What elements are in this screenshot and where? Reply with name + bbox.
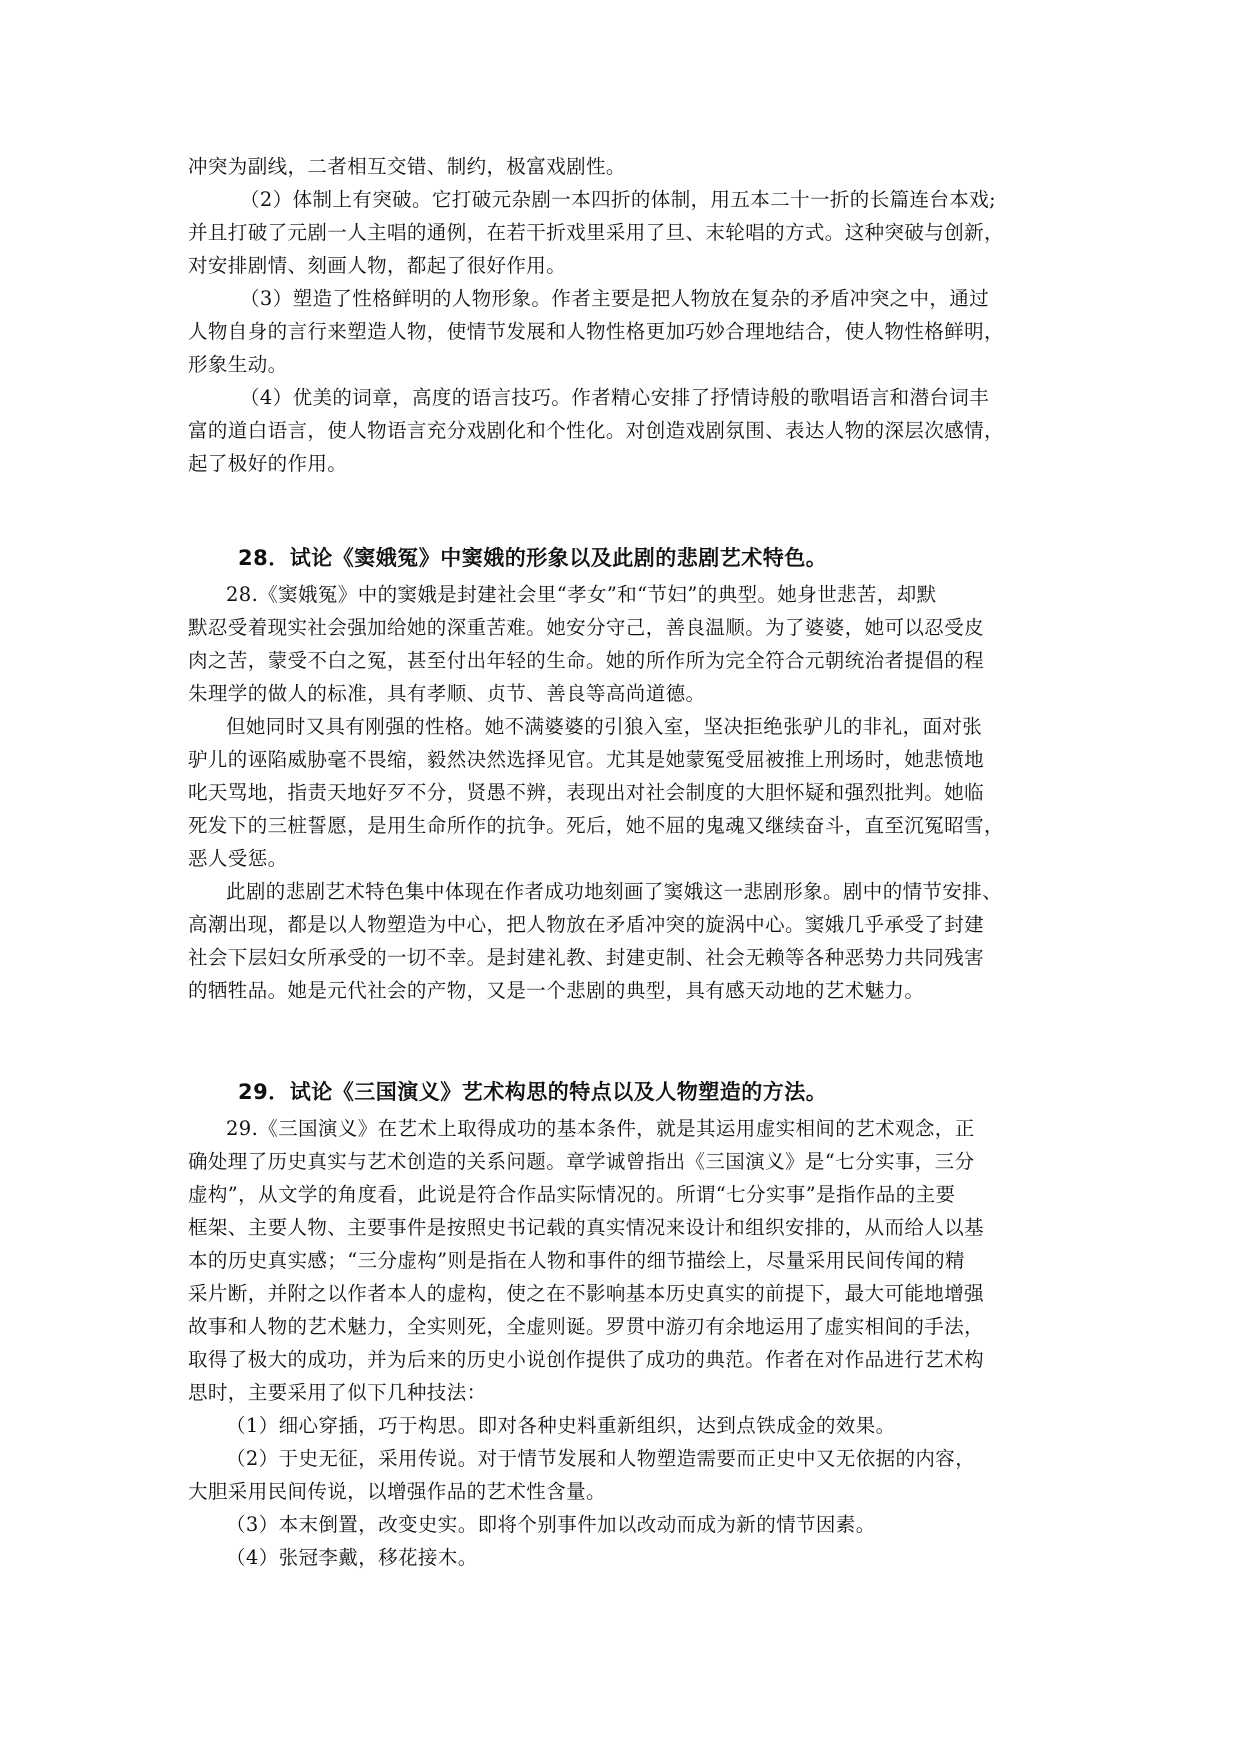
paragraph-line: 但她同时又具有刚强的性格。她不满婆婆的引狼入室，坚决拒绝张驴儿的非礼，面对张 [226, 715, 983, 738]
paragraph-line: 对安排剧情、刻画人物，都起了很好作用。 [188, 254, 567, 277]
paragraph-line: 框架、主要人物、主要事件是按照史书记载的真实情况来设计和组织安排的，从而给人以基 [188, 1216, 985, 1239]
paragraph-line: 肉之苦，蒙受不白之冤，甚至付出年轻的生命。她的所作所为完全符合元朝统治者提倡的程 [188, 649, 985, 672]
paragraph-line: （3）本末倒置，改变史实。即将个别事件加以改动而成为新的情节因素。 [226, 1513, 876, 1536]
paragraph-line: 确处理了历史真实与艺术创造的关系问题。章学诚曾指出《三国演义》是“七分实事，三分 [188, 1150, 975, 1173]
paragraph-line: 故事和人物的艺术魅力，全实则死，全虚则诞。罗贯中游刃有余地运用了虚实相间的手法， [188, 1315, 985, 1338]
paragraph-line: 思时，主要采用了似下几种技法： [188, 1381, 487, 1404]
paragraph-line: 采片断，并附之以作者本人的虚构，使之在不影响基本历史真实的前提下，最大可能地增强 [188, 1282, 985, 1305]
paragraph-line: 富的道白语言，使人物语言充分戏剧化和个性化。对创造戏剧氛围、表达人物的深层次感情， [188, 419, 1004, 442]
section-29 [188, 1072, 1060, 1574]
paragraph-line: （4）优美的词章，高度的语言技巧。作者精心安排了抒情诗般的歌唱语言和潜台词丰 [240, 386, 990, 409]
section-continuation [188, 150, 1060, 480]
paragraph-line: 死发下的三桩誓愿，是用生命所作的抗争。死后，她不屈的鬼魂又继续奋斗，直至沉冤昭雪， [188, 814, 1004, 837]
paragraph-line: （3）塑造了性格鲜明的人物形象。作者主要是把人物放在复杂的矛盾冲突之中，通过 [240, 287, 990, 310]
paragraph-line: 默忍受着现实社会强加给她的深重苦难。她安分守己，善良温顺。为了婆婆，她可以忍受皮 [188, 616, 985, 639]
section-28 [188, 538, 1060, 1007]
paragraph-line: 冲突为副线，二者相互交错、制约，极富戏剧性。 [188, 155, 626, 178]
paragraph-line: 的牺牲品。她是元代社会的产物，又是一个悲剧的典型，具有感天动地的艺术魅力。 [188, 979, 925, 1002]
paragraph-line: 社会下层妇女所承受的一切不幸。是封建礼教、封建吏制、社会无赖等各种恶势力共同残害 [188, 946, 985, 969]
paragraph-line: 叱天骂地，指责天地好歹不分，贤愚不辨，表现出对社会制度的大胆怀疑和强烈批判。她临 [188, 781, 985, 804]
paragraph-line: 起了极好的作用。 [188, 452, 348, 475]
paragraph-line: 驴儿的诬陷威胁毫不畏缩，毅然决然选择见官。尤其是她蒙冤受屈被推上刑场时，她悲愤地 [188, 748, 985, 771]
paragraph-line: 取得了极大的成功，并为后来的历史小说创作提供了成功的典范。作者在对作品进行艺术构 [188, 1348, 985, 1371]
paragraph-line: 形象生动。 [188, 353, 288, 376]
paragraph-line: （4）张冠李戴，移花接木。 [226, 1546, 478, 1569]
question-heading-29: 29．试论《三国演义》艺术构思的特点以及人物塑造的方法。 [238, 1080, 828, 1104]
paragraph-line: 29.《三国演义》在艺术上取得成功的基本条件，就是其运用虚实相间的艺术观念，正 [226, 1117, 975, 1140]
paragraph-line: （2）于史无征，采用传说。对于情节发展和人物塑造需要而正史中又无依据的内容， [226, 1447, 976, 1470]
paragraph-line: 高潮出现，都是以人物塑造为中心，把人物放在矛盾冲突的旋涡中心。窦娥几乎承受了封建 [188, 913, 985, 936]
paragraph-line: （1）细心穿插，巧于构思。即对各种史料重新组织，达到点铁成金的效果。 [226, 1414, 896, 1437]
paragraph-line: 大胆采用民间传说，以增强作品的艺术性含量。 [188, 1480, 606, 1503]
paragraph-line: 恶人受惩。 [188, 847, 288, 870]
paragraph-line: 虚构”，从文学的角度看，此说是符合作品实际情况的。所谓“七分实事”是指作品的主要 [188, 1183, 956, 1206]
paragraph-line: 本的历史真实感；“三分虚构”则是指在人物和事件的细节描绘上，尽量采用民间传闻的精 [188, 1249, 965, 1272]
paragraph-line: 28.《窦娥冤》中的窦娥是封建社会里“孝女”和“节妇”的典型。她身世悲苦，却默 [226, 583, 937, 606]
paragraph-line: （2）体制上有突破。它打破元杂剧一本四折的体制，用五本二十一折的长篇连台本戏; [240, 188, 997, 211]
paragraph-line: 朱理学的做人的标准，具有孝顺、贞节、善良等高尚道德。 [188, 682, 706, 705]
question-heading-28: 28．试论《窦娥冤》中窦娥的形象以及此剧的悲剧艺术特色。 [238, 546, 828, 570]
paragraph-line: 此剧的悲剧艺术特色集中体现在作者成功地刻画了窦娥这一悲剧形象。剧中的情节安排、 [226, 880, 1003, 903]
paragraph-line: 人物自身的言行来塑造人物，使情节发展和人物性格更加巧妙合理地结合，使人物性格鲜明， [188, 320, 1004, 343]
paragraph-line: 并且打破了元剧一人主唱的通例，在若干折戏里采用了旦、末轮唱的方式。这种突破与创新， [188, 221, 1004, 244]
